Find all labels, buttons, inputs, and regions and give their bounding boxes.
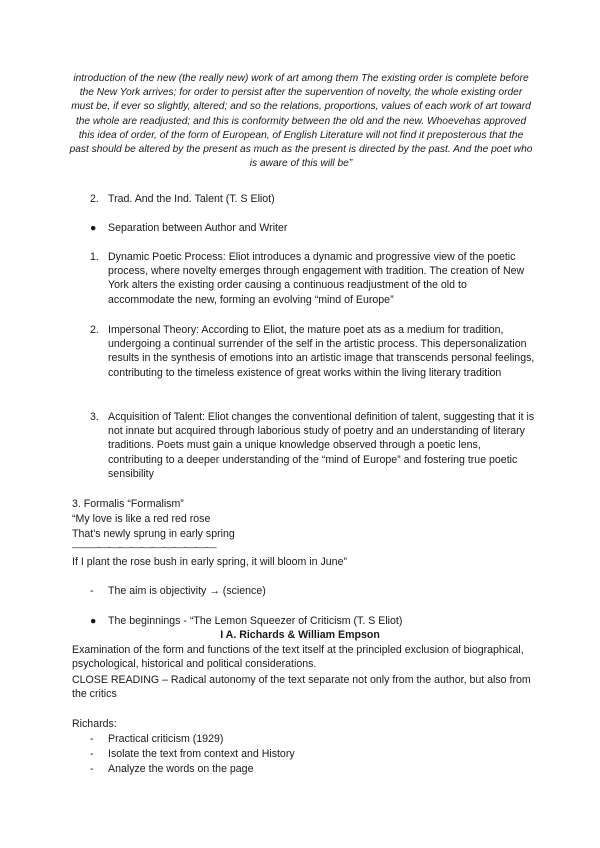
point-number: 1. bbox=[90, 251, 99, 263]
dash-mark: - bbox=[90, 733, 94, 745]
eliot-quote-paragraph: introduction of the new (the really new) work of art among them The existing order is complete before the New York arrives; for order to persist after the supervention of novelty, the whole existing order must be, if ever so slightly, altered; and so the relations, proportions, values of each work of art toward the whole are readjusted; and this is conformity between the old and the new. Whoevehas approved this idea of order, of the form of European, of English Literature will not find it preposterous that the past should be altered by the present as much as the present is directed by the past. And the poet who is aware of this will be” bbox=[69, 73, 533, 170]
separation-text: Separation between Author and Writer bbox=[108, 222, 288, 234]
section-2-title: Trad. And the Ind. Talent (T. S Eliot) bbox=[108, 193, 275, 205]
bullet-icon: ● bbox=[90, 615, 97, 627]
close-reading-paragraph: CLOSE READING – Radical autonomy of the text separate not only from the author, but also from the critics bbox=[72, 674, 531, 701]
point-text: Acquisition of Talent: Eliot changes the conventional definition of talent, suggesting that it is not innate but acquired through laborious study of poetry and an understanding of literary traditions. Poets must gain a unique knowledge observed through a poetic lens, contributing to a deeper understanding of the “mind of Europe” and fostering true poetic sensibility bbox=[108, 411, 535, 480]
bullet-icon: ● bbox=[90, 222, 97, 234]
point-text: Impersonal Theory: According to Eliot, the mature poet ats as a medium for tradition, undergoing a continual surrender of the self in the artistic process. This depersonalization results in the synthesis of emotions into an artistic image that transcends personal feelings, contributing to the timeless existence of great works within the living literary tradition bbox=[108, 324, 535, 379]
poem-divider: ———-—-—-—-—-—-—-—-—-—-—-— bbox=[72, 542, 216, 552]
richards-label: Richards: bbox=[72, 718, 117, 730]
point-number: 3. bbox=[90, 411, 99, 423]
section-2-number: 2. bbox=[90, 193, 99, 205]
richards-empson-heading: I A. Richards & William Empson bbox=[220, 629, 380, 641]
poem-line-2: That's newly sprung in early spring bbox=[72, 528, 235, 540]
formalism-heading: 3. Formalis “Formalism” bbox=[72, 498, 184, 510]
beginnings-text: The beginnings - “The Lemon Squeezer of Criticism (T. S Eliot) bbox=[108, 615, 403, 627]
point-number: 2. bbox=[90, 324, 99, 336]
richards-item-text: Practical criticism (1929) bbox=[108, 733, 224, 745]
dash-mark: - bbox=[90, 748, 94, 760]
richards-item-text: Analyze the words on the page bbox=[108, 763, 254, 775]
aim-text: The aim is objectivity → (science) bbox=[108, 585, 266, 597]
poem-line-3: If I plant the rose bush in early spring, it will bloom in June” bbox=[72, 556, 347, 568]
examination-paragraph: Examination of the form and functions of the text itself at the principled exclusion of biographical, psychological, historical and political considerations. bbox=[72, 644, 524, 671]
dash-mark: - bbox=[90, 763, 94, 775]
point-text: Dynamic Poetic Process: Eliot introduces a dynamic and progressive view of the poetic process, where novelty emerges through engagement with tradition. The creation of New York alters the existing order causing a continuous readjustment of the old to accommodate the new, forming an evolving “mind of Europe” bbox=[108, 251, 525, 306]
poem-line-1: “My love is like a red red rose bbox=[72, 513, 211, 525]
dash-mark: - bbox=[90, 585, 94, 597]
richards-item-text: Isolate the text from context and History bbox=[108, 748, 295, 760]
